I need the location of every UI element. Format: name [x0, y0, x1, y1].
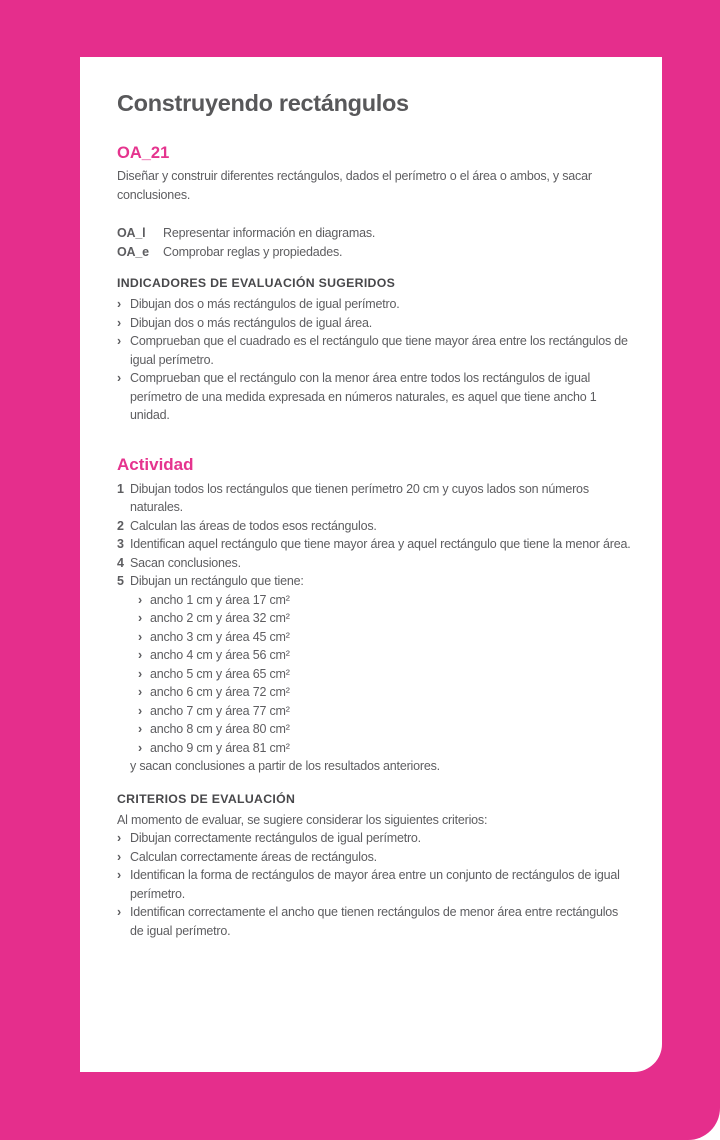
- list-item: [117, 866, 633, 903]
- list-item: [138, 739, 538, 758]
- list-item: [117, 903, 633, 940]
- oa-description: Diseñar y construir diferentes rectángulos, dados el perímetro o el área o ambos, y sacar conclusiones.: [117, 169, 592, 202]
- step-text: Identifican aquel rectángulo que tiene mayor área y aquel rectángulo que tiene la menor área.: [130, 537, 631, 551]
- page-title: Construyendo rectángulos: [117, 90, 409, 116]
- list-item-text: Comprueban que el cuadrado es el rectángulo que tiene mayor área entre los rectángulos de igual perímetro.: [130, 334, 628, 367]
- rect-specs-list: [138, 591, 538, 758]
- bullet-marker: ›: [117, 315, 121, 330]
- actividad-heading: Actividad: [117, 454, 194, 474]
- actividad-steps: [117, 480, 633, 591]
- step-text: Calculan las áreas de todos esos rectángulos.: [130, 518, 377, 533]
- bullet-marker: ›: [117, 868, 121, 882]
- list-item-text: Dibujan dos o más rectángulos de igual área.: [130, 315, 373, 330]
- bullet-marker: ›: [138, 592, 142, 607]
- oa-code-heading: OA_21: [117, 144, 170, 162]
- step-text: Sacan conclusiones.: [130, 555, 241, 570]
- criterios-intro: Al momento de evaluar, se sugiere considerar los siguientes criterios:: [117, 812, 488, 827]
- bullet-marker: ›: [117, 371, 121, 385]
- actividad-closing: y sacan conclusiones a partir de los resultados anteriores.: [130, 759, 440, 773]
- list-item-text: Identifican correctamente el ancho que tienen rectángulos de menor área entre rectángulos de igual perímetro.: [130, 905, 619, 938]
- list-item: [138, 591, 538, 610]
- bullet-marker: ›: [138, 703, 142, 718]
- list-item-text: ancho 6 cm y área 72 cm²: [150, 685, 290, 699]
- step-item: [117, 554, 633, 573]
- list-item: [138, 702, 538, 721]
- list-item-text: ancho 3 cm y área 45 cm²: [150, 629, 290, 644]
- bullet-marker: ›: [138, 611, 142, 625]
- list-item-text: ancho 7 cm y área 77 cm²: [150, 703, 290, 718]
- bullet-marker: ›: [138, 685, 142, 699]
- list-item: [138, 720, 538, 739]
- bullet-marker: ›: [117, 831, 121, 845]
- step-number: 4: [117, 555, 124, 570]
- list-item-text: ancho 8 cm y área 80 cm²: [150, 722, 290, 736]
- list-item-text: ancho 4 cm y área 56 cm²: [150, 648, 290, 662]
- step-item: [117, 480, 633, 517]
- list-item-text: Dibujan dos o más rectángulos de igual perímetro.: [130, 297, 400, 311]
- list-item: [138, 665, 538, 684]
- bullet-marker: ›: [117, 297, 121, 311]
- list-item-text: Identifican la forma de rectángulos de mayor área entre un conjunto de rectángulos de igual perímetro.: [130, 868, 620, 901]
- list-item: [138, 646, 538, 665]
- skill-code: OA_e: [117, 244, 149, 259]
- bullet-marker: ›: [117, 905, 121, 919]
- content-card: [80, 57, 662, 1072]
- step-number: 2: [117, 518, 124, 533]
- list-item-text: Dibujan correctamente rectángulos de igual perímetro.: [130, 831, 421, 845]
- skill-code: OA_l: [117, 226, 146, 240]
- skills-list: [117, 224, 633, 261]
- indicadores-list: [117, 295, 633, 425]
- bullet-marker: ›: [138, 722, 142, 736]
- bullet-marker: ›: [117, 334, 121, 348]
- list-item: [117, 314, 633, 333]
- bullet-marker: ›: [138, 648, 142, 662]
- list-item: [138, 609, 538, 628]
- list-item: [117, 829, 633, 848]
- criterios-heading: CRITERIOS DE EVALUACIÓN: [117, 791, 296, 806]
- list-item: [138, 683, 538, 702]
- list-item-text: ancho 2 cm y área 32 cm²: [150, 611, 290, 625]
- bullet-marker: ›: [138, 666, 142, 681]
- list-item: [138, 628, 538, 647]
- bullet-marker: ›: [138, 629, 142, 644]
- list-item-text: ancho 1 cm y área 17 cm²: [150, 592, 290, 607]
- list-item-text: ancho 9 cm y área 81 cm²: [150, 740, 290, 755]
- step-item: [117, 517, 633, 536]
- skill-text: Comprobar reglas y propiedades.: [163, 244, 343, 259]
- skill-row: [117, 243, 633, 262]
- step-number: 1: [117, 481, 124, 496]
- step-text: Dibujan todos los rectángulos que tienen perímetro 20 cm y cuyos lados son números naturales.: [130, 481, 589, 514]
- bullet-marker: ›: [117, 849, 121, 864]
- indicadores-heading: INDICADORES DE EVALUACIÓN SUGERIDOS: [117, 276, 396, 290]
- list-item-text: Comprueban que el rectángulo con la menor área entre todos los rectángulos de igual perímetro de una medida expresada en números naturales, es aquel que tiene ancho 1 unidad.: [130, 371, 597, 422]
- list-item: [117, 295, 633, 314]
- list-item: [117, 369, 633, 425]
- list-item-text: Calculan correctamente áreas de rectángulos.: [130, 849, 377, 864]
- skill-text: Representar información en diagramas.: [163, 226, 376, 240]
- bullet-marker: ›: [138, 740, 142, 755]
- step-number: 3: [117, 537, 124, 551]
- step-item: [117, 535, 633, 554]
- step-number: 5: [117, 574, 124, 588]
- step-item: [117, 572, 633, 591]
- criterios-list: [117, 829, 633, 940]
- skill-row: [117, 224, 633, 243]
- step-text: Dibujan un rectángulo que tiene:: [130, 574, 304, 588]
- list-item-text: ancho 5 cm y área 65 cm²: [150, 666, 290, 681]
- list-item: [117, 332, 633, 369]
- list-item: [117, 848, 633, 867]
